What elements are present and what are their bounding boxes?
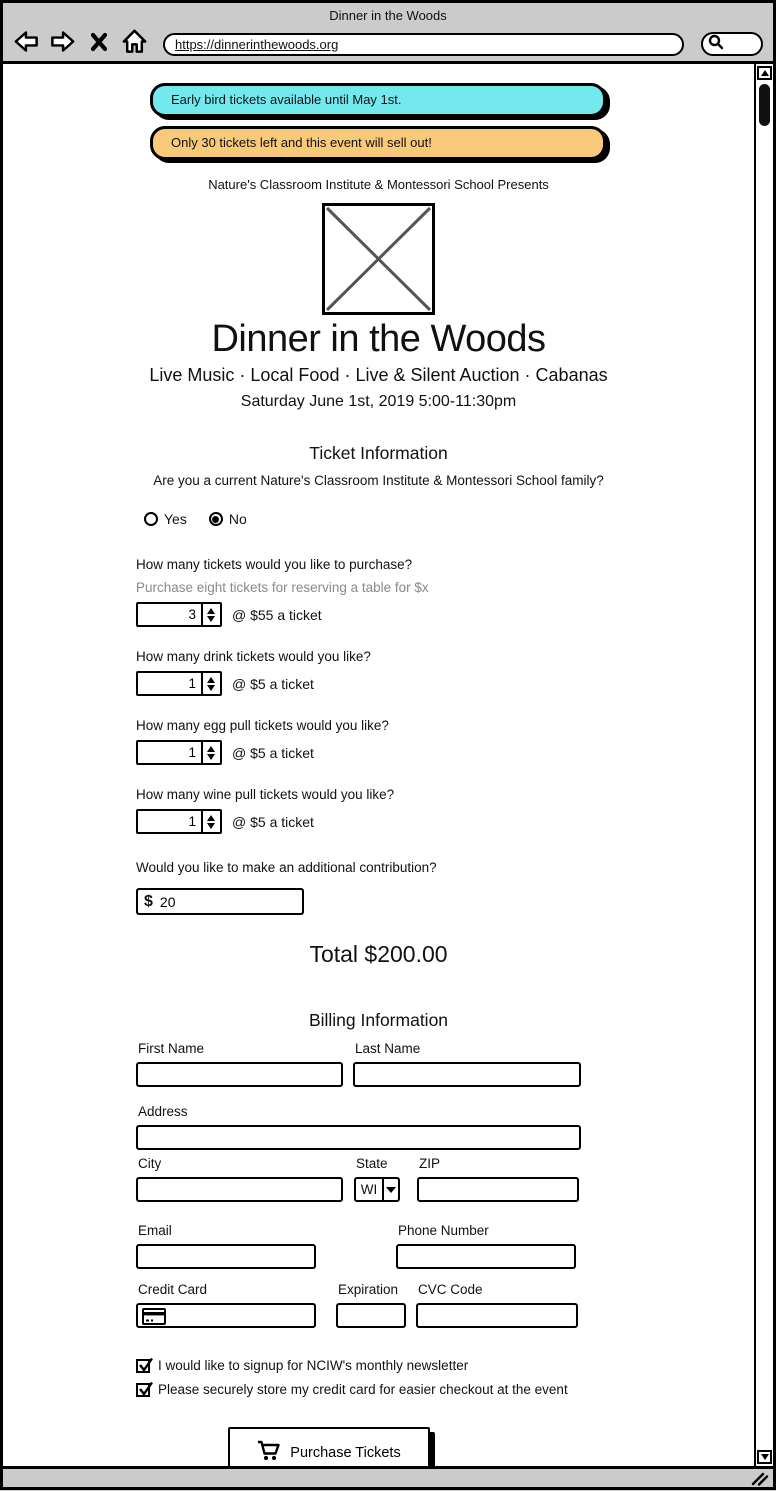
currency-prefix: $ — [144, 893, 153, 911]
tickets-quantity-input[interactable] — [138, 604, 201, 625]
event-datetime: Saturday June 1st, 2019 5:00-11:30pm — [3, 393, 754, 411]
home-button[interactable] — [121, 31, 148, 58]
page-title: Dinner in the Woods — [3, 318, 754, 361]
zip-label: ZIP — [417, 1156, 579, 1171]
address-field[interactable] — [136, 1125, 581, 1150]
stepper-up-icon — [207, 677, 215, 683]
stepper-down-icon — [207, 754, 215, 760]
state-label: State — [354, 1156, 400, 1171]
first-name-field[interactable] — [136, 1062, 343, 1087]
radio-no-label: No — [229, 511, 247, 527]
city-field[interactable] — [136, 1177, 343, 1202]
page-content — [3, 64, 754, 1466]
drink-price-text: @ $5 a ticket — [232, 676, 314, 692]
cvc-code-field[interactable] — [416, 1303, 578, 1328]
tickets-table-hint: Purchase eight tickets for reserving a table for $x — [136, 580, 586, 595]
purchase-tickets-button[interactable] — [228, 1427, 430, 1466]
stepper-down-icon — [207, 685, 215, 691]
scroll-up-icon — [761, 70, 769, 76]
window-statusbar — [3, 1466, 773, 1487]
back-button[interactable] — [13, 31, 40, 58]
scrollbar-thumb[interactable] — [759, 84, 770, 126]
home-icon — [121, 28, 148, 60]
event-image-placeholder — [322, 203, 435, 315]
presents-text: Nature's Classroom Institute & Montessori School Presents — [3, 177, 754, 192]
tickets-label: How many tickets would you like to purchase? — [136, 557, 586, 572]
stepper-up-icon — [207, 608, 215, 614]
contribution-input[interactable] — [160, 894, 296, 910]
search-box[interactable] — [701, 32, 763, 56]
wine-quantity-input[interactable] — [138, 811, 201, 832]
state-select[interactable] — [354, 1177, 400, 1202]
back-arrow-icon — [13, 28, 40, 60]
egg-price-text: @ $5 a ticket — [232, 745, 314, 761]
resize-grip-icon[interactable] — [751, 1471, 769, 1491]
email-field[interactable] — [136, 1244, 316, 1269]
forward-button[interactable] — [49, 31, 76, 58]
search-icon — [707, 33, 725, 56]
expiration-label: Expiration — [336, 1282, 406, 1297]
chevron-down-icon — [382, 1179, 398, 1200]
radio-yes-label: Yes — [164, 511, 187, 527]
tickets-quantity-stepper — [136, 602, 222, 627]
radio-no[interactable] — [209, 511, 247, 527]
last-name-label: Last Name — [353, 1041, 581, 1056]
store-card-checkbox-row[interactable] — [136, 1382, 586, 1397]
radio-yes-circle-icon — [144, 512, 158, 526]
zip-field[interactable] — [417, 1177, 579, 1202]
vertical-scrollbar[interactable] — [754, 64, 773, 1466]
wine-quantity-stepper — [136, 809, 222, 834]
alert-selling-out-text: Only 30 tickets left and this event will sell out! — [171, 135, 432, 150]
cvc-code-label: CVC Code — [416, 1282, 578, 1297]
url-text: https://dinnerinthewoods.org — [175, 37, 338, 52]
contribution-field — [136, 888, 304, 915]
store-card-checkbox-label: Please securely store my credit card for easier checkout at the event — [158, 1382, 568, 1397]
browser-toolbar — [3, 27, 773, 61]
radio-no-circle-icon — [209, 512, 223, 526]
purchase-tickets-label: Purchase Tickets — [290, 1445, 400, 1461]
event-tagline: Live Music · Local Food · Live & Silent Auction · Cabanas — [3, 365, 754, 386]
forward-arrow-icon — [49, 28, 76, 60]
scroll-up-button[interactable] — [757, 66, 772, 80]
radio-yes[interactable] — [144, 511, 187, 527]
credit-card-icon — [142, 1308, 166, 1330]
alert-early-bird-text: Early bird tickets available until May 1st. — [171, 92, 401, 107]
wine-price-text: @ $5 a ticket — [232, 814, 314, 830]
first-name-label: First Name — [136, 1041, 343, 1056]
last-name-field[interactable] — [353, 1062, 581, 1087]
egg-stepper-arrows[interactable] — [201, 742, 218, 763]
order-total: Total $200.00 — [3, 941, 754, 968]
phone-number-label: Phone Number — [396, 1223, 576, 1238]
stepper-down-icon — [207, 616, 215, 622]
scroll-down-icon — [761, 1454, 769, 1460]
checkbox-checked-icon — [136, 1383, 150, 1397]
egg-pull-tickets-label: How many egg pull tickets would you like? — [136, 718, 586, 733]
wine-pull-tickets-label: How many wine pull tickets would you like? — [136, 787, 586, 802]
url-bar[interactable] — [163, 33, 684, 56]
family-question: Are you a current Nature's Classroom Institute & Montessori School family? — [3, 473, 754, 488]
family-radio-group — [144, 511, 586, 527]
tickets-price-text: @ $55 a ticket — [232, 607, 322, 623]
tickets-stepper-arrows[interactable] — [201, 604, 218, 625]
newsletter-checkbox-label: I would like to signup for NCIW's monthly newsletter — [158, 1358, 468, 1373]
drink-quantity-stepper — [136, 671, 222, 696]
alert-selling-out — [150, 126, 606, 160]
expiration-field[interactable] — [336, 1303, 406, 1328]
stepper-up-icon — [207, 746, 215, 752]
newsletter-checkbox-row[interactable] — [136, 1358, 586, 1373]
scroll-down-button[interactable] — [757, 1450, 772, 1464]
state-value: WI — [356, 1179, 382, 1200]
city-label: City — [136, 1156, 343, 1171]
window-titlebar — [3, 3, 773, 27]
egg-quantity-stepper — [136, 740, 222, 765]
wine-stepper-arrows[interactable] — [201, 811, 218, 832]
close-x-icon — [89, 32, 109, 57]
credit-card-label: Credit Card — [136, 1282, 316, 1297]
egg-quantity-input[interactable] — [138, 742, 201, 763]
window-title: Dinner in the Woods — [329, 8, 447, 23]
address-label: Address — [136, 1104, 581, 1119]
drink-tickets-label: How many drink tickets would you like? — [136, 649, 586, 664]
drink-quantity-input[interactable] — [138, 673, 201, 694]
contribution-label: Would you like to make an additional contribution? — [136, 860, 586, 875]
alert-early-bird — [150, 83, 606, 117]
phone-number-field[interactable] — [396, 1244, 576, 1269]
ticket-information-heading: Ticket Information — [3, 443, 754, 464]
cart-icon — [257, 1440, 281, 1466]
stop-button[interactable] — [85, 31, 112, 58]
stepper-up-icon — [207, 815, 215, 821]
checkbox-checked-icon — [136, 1359, 150, 1373]
stepper-down-icon — [207, 823, 215, 829]
email-label: Email — [136, 1223, 316, 1238]
billing-information-heading: Billing Information — [3, 1010, 754, 1031]
drink-stepper-arrows[interactable] — [201, 673, 218, 694]
